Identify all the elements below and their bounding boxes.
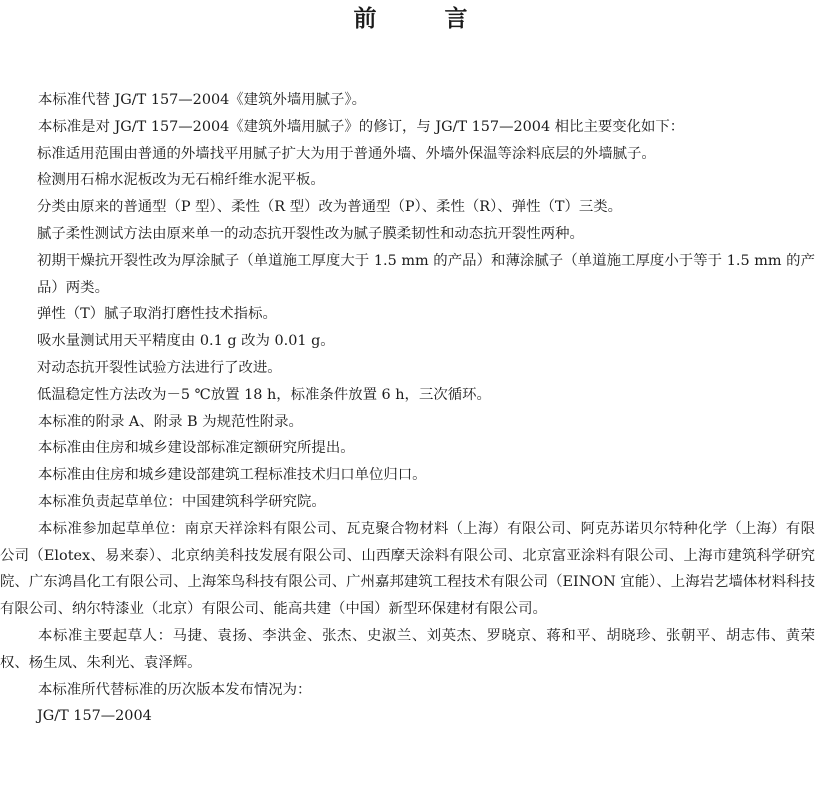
change-text: 腻子柔性测试方法由原来单一的动态抗开裂性改为腻子膜柔韧性和动态抗开裂性两种。	[37, 225, 584, 242]
document-body	[0, 87, 815, 730]
change-item-balance	[0, 328, 815, 355]
change-item-crack-resistance	[0, 248, 815, 302]
dash-mark	[0, 301, 37, 328]
change-item-dynamic-test	[0, 355, 815, 382]
change-text: 标准适用范围由普通的外墙找平用腻子扩大为用于普通外墙、外墙外保温等涂料底层的外墙腻子。	[37, 145, 656, 162]
change-text: 检测用石棉水泥板改为无石棉纤维水泥平板。	[37, 172, 325, 189]
dash-mark	[0, 248, 37, 275]
dash-mark	[0, 382, 37, 409]
change-item-scope	[0, 141, 815, 168]
dash-mark	[0, 703, 37, 730]
change-text: 分类由原来的普通型（P 型）、柔性（R 型）改为普通型（P）、柔性（R）、弹性（T）三类。	[37, 199, 623, 216]
change-text: 初期干燥抗开裂性改为厚涂腻子（单道施工厚度大于 1.5 mm 的产品）和薄涂腻子（单道施工厚度小于等于 1.5 mm 的产品）两类。	[37, 252, 815, 296]
change-item-low-temp	[0, 382, 815, 409]
dash-mark	[0, 355, 37, 382]
paragraph-proposer: 本标准由住房和城乡建设部标准定额研究所提出。	[38, 440, 355, 457]
paragraph-technical-committee: 本标准由住房和城乡建设部建筑工程标准技术归口单位归口。	[38, 467, 427, 484]
dash-mark	[0, 328, 37, 355]
change-item-classification	[0, 194, 815, 221]
change-text: 吸水量测试用天平精度由 0.1 g 改为 0.01 g。	[37, 333, 335, 350]
paragraph-drafters: 本标准主要起草人：马捷、袁扬、李洪金、张杰、史淑兰、刘英杰、罗晓京、蒋和平、胡晓珍、张朝平、胡志伟、黄荣权、杨生凤、朱利光、袁泽辉。	[0, 627, 815, 671]
change-item-test-board	[0, 167, 815, 194]
dash-mark	[0, 221, 37, 248]
change-text: 对动态抗开裂性试验方法进行了改进。	[37, 359, 282, 376]
paragraph-lead-drafter: 本标准负责起草单位：中国建筑科学研究院。	[38, 493, 326, 510]
dash-mark	[0, 141, 37, 168]
dash-mark	[0, 167, 37, 194]
change-item-sanding	[0, 301, 815, 328]
dash-mark	[0, 194, 37, 221]
history-item	[0, 703, 815, 730]
paragraph-annex: 本标准的附录 A、附录 B 为规范性附录。	[38, 413, 303, 430]
page-title: 前 言	[353, 6, 498, 32]
change-text: 弹性（T）腻子取消打磨性技术指标。	[37, 306, 277, 323]
history-text: JG/T 157—2004	[37, 708, 152, 725]
change-text: 低温稳定性方法改为－5 ℃放置 18 h，标准条件放置 6 h，三次循环。	[37, 386, 491, 403]
paragraph-replaces: 本标准代替 JG/T 157—2004《建筑外墙用腻子》。	[38, 92, 367, 108]
paragraph-revision: 本标准是对 JG/T 157—2004《建筑外墙用腻子》的修订，与 JG/T 157—2004 相比主要变化如下：	[38, 118, 685, 135]
change-item-flexibility	[0, 221, 815, 248]
paragraph-history: 本标准所代替标准的历次版本发布情况为：	[38, 681, 312, 698]
paragraph-participants: 本标准参加起草单位：南京天祥涂料有限公司、瓦克聚合物材料（上海）有限公司、阿克苏诺贝尔特种化学（上海）有限公司（Elotex、易来泰）、北京纳美科技发展有限公司、山西摩天涂料有限公司、北京富亚涂料有限公司、上海市建筑科学研究院、广东鸿昌化工有限公司、上海笨鸟科技有限公司、广州嘉邦建筑工程技术有限公司（EINON 宜能）、上海岩艺墙体材料科技有限公司、纳尔特漆业（北京）有限公司、能高共建（中国）新型环保建材有限公司。	[0, 520, 815, 618]
